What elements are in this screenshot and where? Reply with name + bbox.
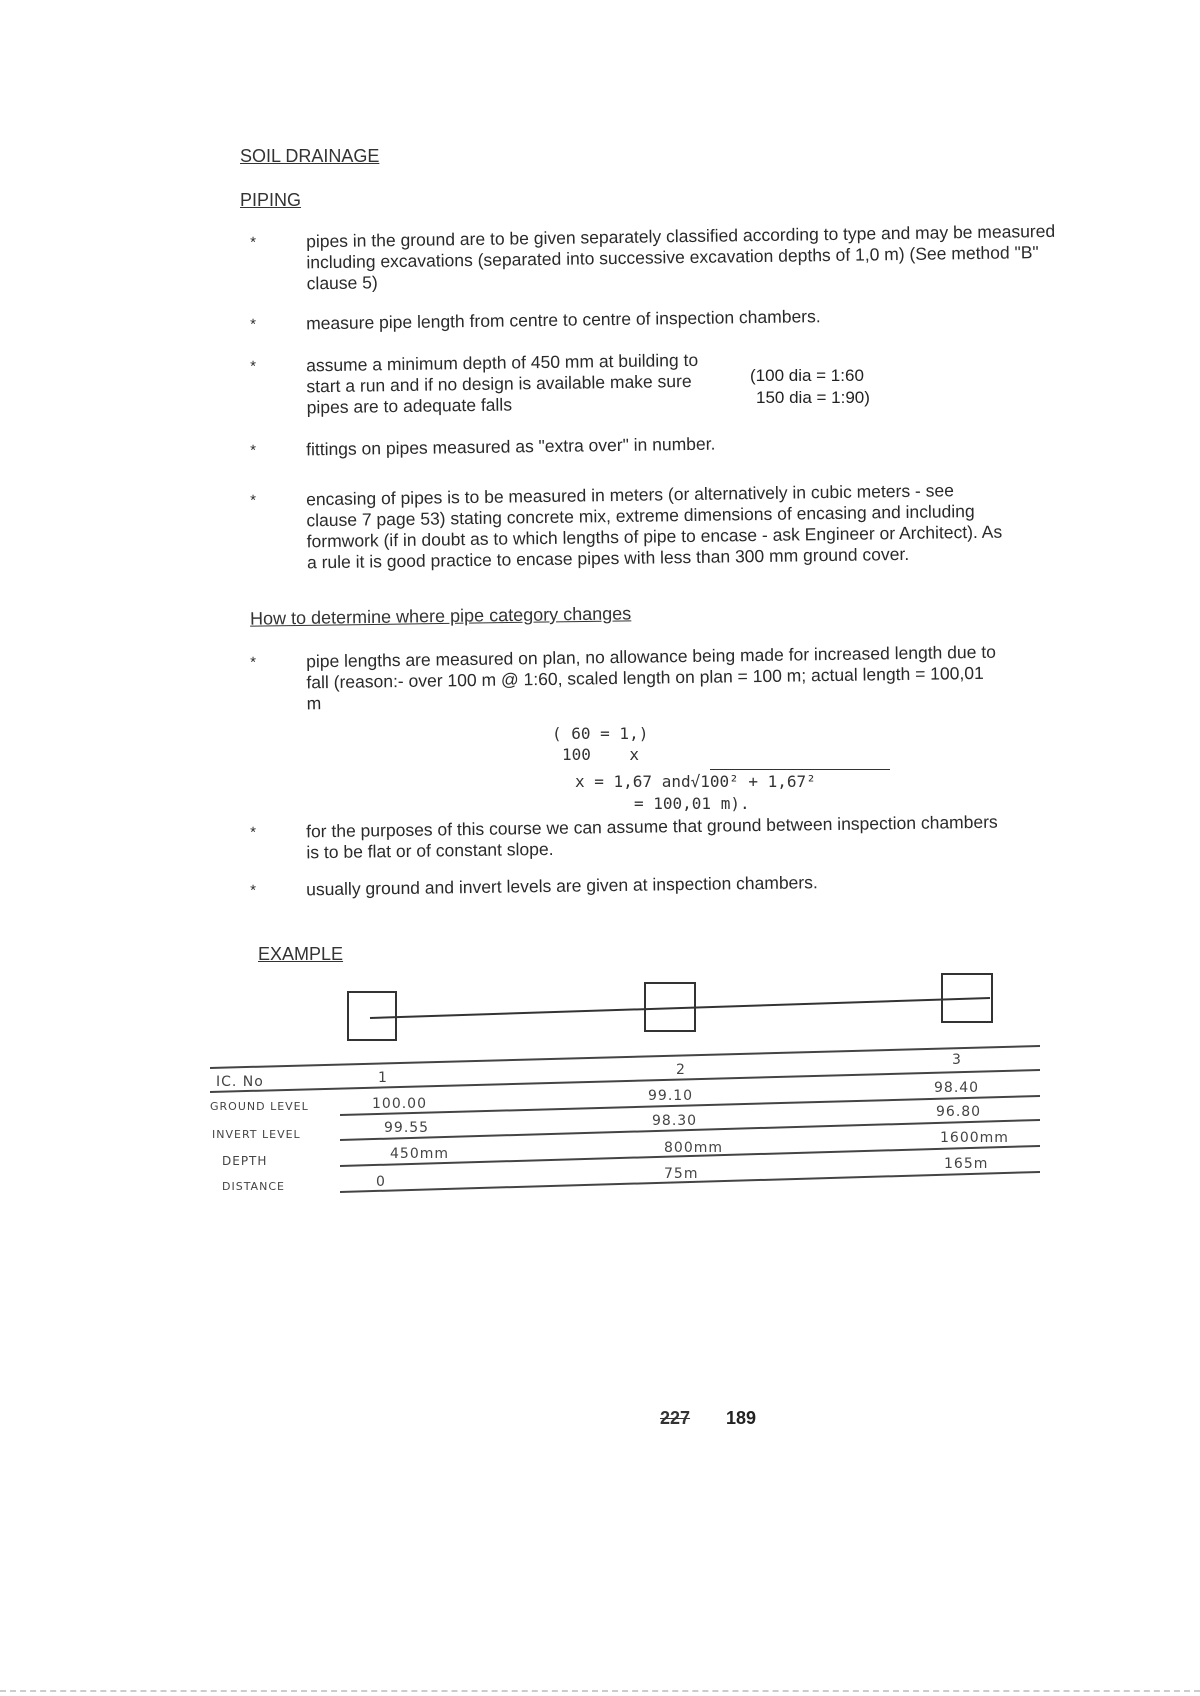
table-cell: 800mm	[664, 1140, 723, 1156]
table-cell: 1600mm	[940, 1130, 1009, 1146]
table-cell: 0	[376, 1174, 386, 1190]
bullet-text: pipes in the ground are to be given separately classified according to type and may be measured including excavations (separated into successive excavation depths of 1,0 m) (See method "B" clause 5)	[305, 220, 1056, 294]
bullet-star-icon: *	[250, 882, 257, 900]
bullet-star-icon: *	[250, 654, 257, 672]
bullet-star-icon: *	[250, 316, 257, 334]
table-cell: 98.30	[652, 1113, 698, 1129]
bullet-star-icon: *	[250, 824, 257, 842]
row-label: INVERT LEVEL	[212, 1128, 301, 1141]
row-label: DEPTH	[222, 1154, 268, 1168]
table-cell: 75m	[664, 1166, 699, 1182]
table-rule	[210, 1046, 1040, 1068]
bullet-star-icon: *	[250, 492, 257, 510]
formula-line: x = 1,67 and√100² + 1,67²	[575, 772, 816, 791]
formula-line: = 100,01 m).	[634, 794, 750, 813]
bullet-text: fittings on pipes measured as "extra over" in number.	[305, 433, 716, 460]
table-cell: 98.40	[934, 1080, 980, 1096]
table-cell: 165m	[944, 1156, 989, 1172]
bullet-text: pipe lengths are measured on plan, no allowance being made for increased length due to fall (reason:- over 100 m @ 1:60, scaled length on plan = 100 m; actual length = 100,01 m	[305, 641, 996, 714]
bullet-text: for the purposes of this course we can assume that ground between inspection chambers is to be flat or of constant slope.	[305, 811, 998, 863]
row-label: DISTANCE	[222, 1180, 285, 1193]
table-cell: 3	[952, 1052, 962, 1068]
table-cell: 450mm	[390, 1146, 449, 1162]
scan-edge	[0, 1690, 1200, 1692]
falls-note: 150 dia = 1:90)	[756, 388, 870, 407]
pipe-run	[370, 998, 990, 1018]
table-cell: 96.80	[936, 1104, 982, 1120]
row-label: IC. No	[216, 1074, 264, 1090]
bullet-text: measure pipe length from centre to centre of inspection chambers.	[305, 306, 821, 334]
page-number: 189	[726, 1408, 757, 1428]
bullet-star-icon: *	[250, 358, 257, 376]
table-cell: 99.55	[384, 1120, 430, 1136]
falls-note: (100 dia = 1:60	[750, 366, 864, 385]
page-title: SOIL DRAINAGE	[240, 146, 380, 166]
formula-fraction: 100 x	[562, 745, 640, 764]
bullet-text: assume a minimum depth of 450 mm at building to start a run and if no design is available make sure pipes are to adequate falls	[305, 349, 699, 418]
heading-category: How to determine where pipe category changes	[249, 603, 632, 629]
table-rule	[210, 1070, 1040, 1092]
table-cell: 100.00	[372, 1096, 427, 1112]
table-cell: 2	[676, 1062, 686, 1078]
formula-fraction: ( 60 = 1,)	[552, 724, 649, 743]
row-label: GROUND LEVEL	[210, 1100, 309, 1113]
bullet-star-icon: *	[250, 442, 257, 460]
table-cell: 1	[378, 1070, 388, 1086]
bullet-text: encasing of pipes is to be measured in meters (or alternatively in cubic meters - see clause 7 page 53) stating concrete mix, extreme dimensions of encasing and including formwork (if in doubt as to which lengths of pipe to encase - ask Engineer or Architect). As a rule it is good practice to encase pipes with less than 300 mm ground cover.	[305, 480, 1003, 573]
table-cell: 99.10	[648, 1088, 694, 1104]
old-page-number: 227	[660, 1408, 691, 1428]
heading-example: EXAMPLE	[258, 944, 344, 964]
inspection-chamber-1	[348, 992, 396, 1040]
bullet-star-icon: *	[250, 234, 257, 252]
bullet-text: usually ground and invert levels are given at inspection chambers.	[305, 872, 818, 900]
heading-piping: PIPING	[240, 190, 302, 210]
